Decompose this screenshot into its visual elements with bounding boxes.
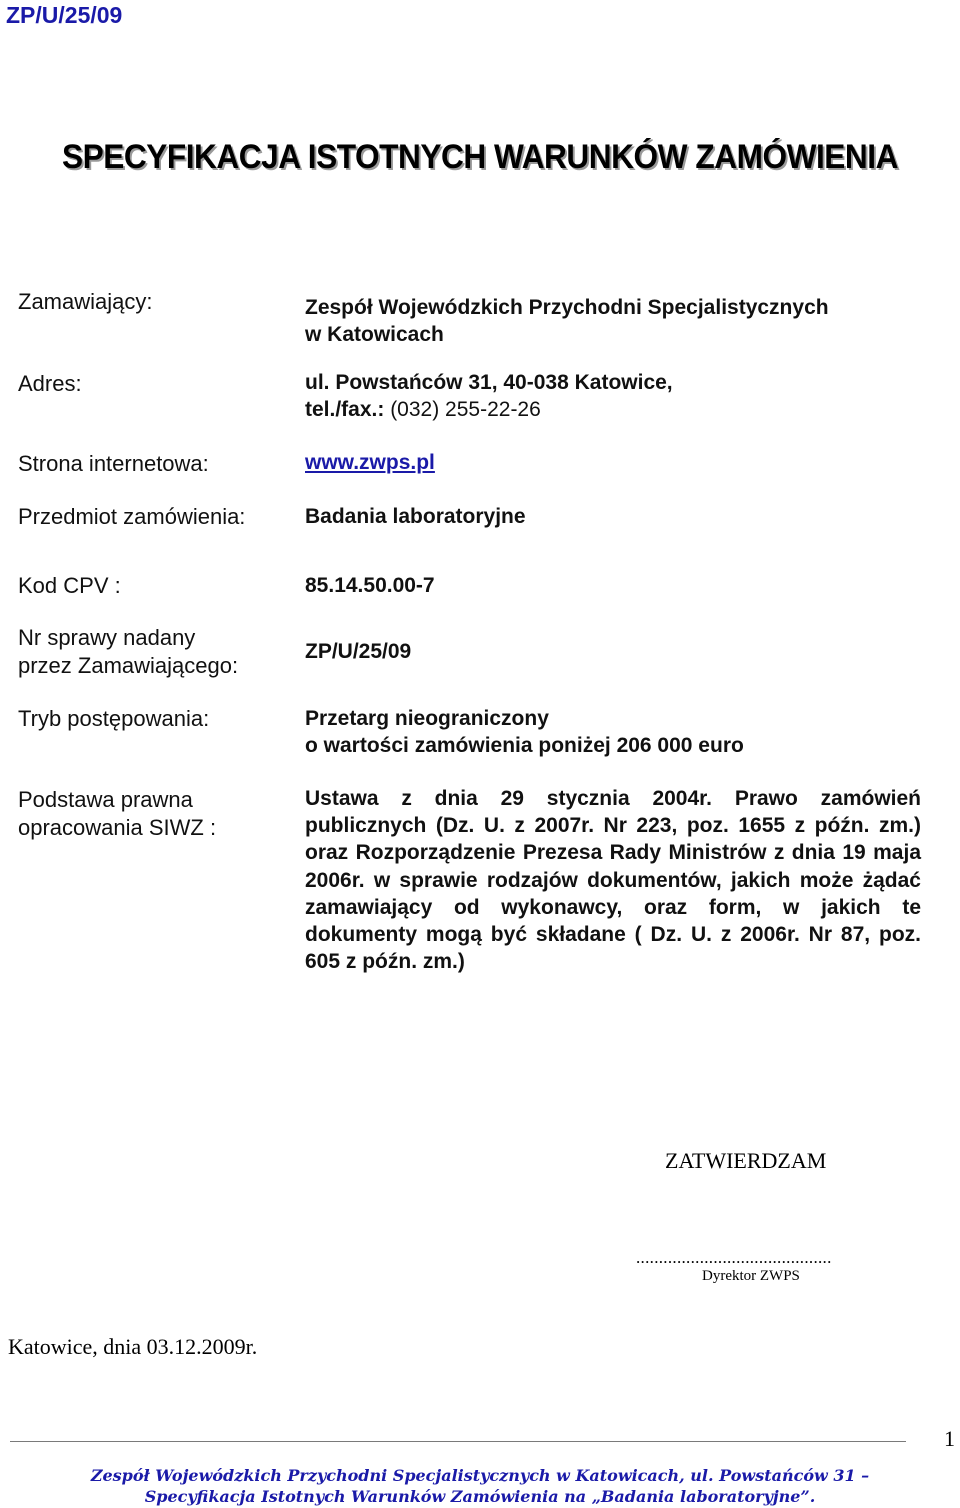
label-legal-basis-line2: opracowania SIWZ :	[18, 815, 217, 840]
place-and-date: Katowice, dnia 03.12.2009r.	[8, 1334, 258, 1359]
page-title: SPECYFIKACJA ISTOTNYCH WARUNKÓW ZAMÓWIENIA	[62, 138, 898, 176]
case-reference: ZP/U/25/09	[6, 2, 123, 28]
label-ordering-party: Zamawiający:	[18, 289, 153, 314]
label-case-number-line1: Nr sprawy nadany	[18, 625, 196, 650]
cpv-value: 85.14.50.00-7	[305, 574, 435, 597]
subject-value: Badania laboratoryjne	[305, 505, 526, 528]
website-link[interactable]: www.zwps.pl	[305, 451, 435, 474]
ordering-party-name	[305, 294, 829, 348]
label-subject: Przedmiot zamówienia:	[18, 504, 246, 529]
procedure-value	[305, 705, 744, 759]
phone-number: (032) 255-22-26	[384, 398, 541, 421]
address-value	[305, 369, 673, 423]
label-address: Adres:	[18, 371, 82, 396]
phone-label: tel./fax.:	[305, 398, 385, 421]
label-case-number	[18, 624, 238, 680]
label-cpv: Kod CPV :	[18, 573, 121, 598]
address-line1: ul. Powstańców 31, 40-038 Katowice,	[305, 371, 673, 394]
approval-label: ZATWIERDZAM	[665, 1148, 827, 1173]
ordering-party-line2: w Katowicach	[305, 323, 444, 346]
signer-title: Dyrektor ZWPS	[702, 1268, 800, 1284]
footer-line1: Zespół Wojewódzkich Przychodni Specjalistycznych w Katowicach, ul. Powstańców 31 –	[90, 1466, 870, 1485]
procedure-line2: o wartości zamówienia poniżej 206 000 euro	[305, 734, 744, 757]
signature-line: ...........................................	[636, 1248, 832, 1267]
ordering-party-line1: Zespół Wojewódzkich Przychodni Specjalistycznych	[305, 296, 829, 319]
page-number: 1	[944, 1426, 955, 1451]
case-number-value: ZP/U/25/09	[305, 640, 412, 663]
label-procedure: Tryb postępowania:	[18, 706, 210, 731]
website-value[interactable]	[305, 449, 435, 476]
label-case-number-line2: przez Zamawiającego:	[18, 653, 239, 678]
procedure-line1: Przetarg nieograniczony	[305, 707, 549, 730]
label-legal-basis	[18, 786, 216, 842]
address-line2	[305, 396, 673, 423]
legal-basis-text: Ustawa z dnia 29 stycznia 2004r. Prawo zamówień publicznych (Dz. U. z 2007r. Nr 223, poz. 1655 z późn. zm.) oraz Rozporządzenie Prezesa Rady Ministrów z dnia 19 maja 2006r. w sprawie rodzajów dokumentów, jakich może żądać zamawiający od wykonawcy, oraz form, w jakich te dokumenty mogą być składane ( Dz. U. z 2006r. Nr 87, poz. 605 z późn. zm.)	[305, 787, 921, 974]
label-legal-basis-line1: Podstawa prawna	[18, 787, 193, 812]
footer-line2: Specyfikacja Istotnych Warunków Zamówienia na „Badania laboratoryjne”.	[144, 1487, 816, 1506]
footer-divider	[10, 1441, 906, 1442]
label-website: Strona internetowa:	[18, 451, 209, 476]
